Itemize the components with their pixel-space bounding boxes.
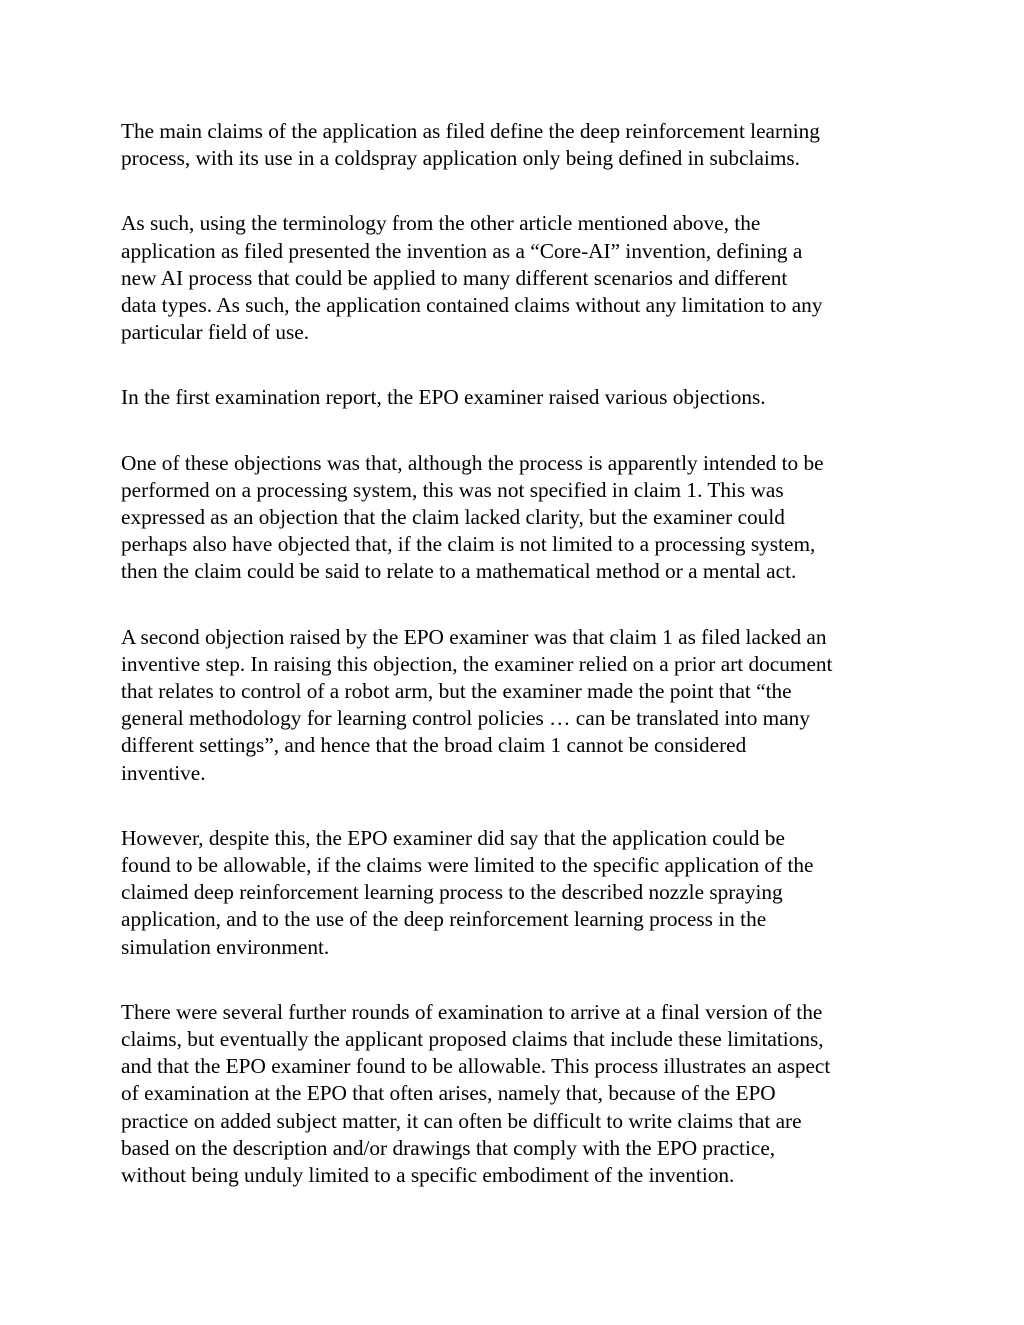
paragraph-1 [121,118,911,172]
document-body [121,118,911,1189]
text-line: and that the EPO examiner found to be allowable. This process illustrates an aspect [121,1054,831,1079]
paragraph-3 [121,384,911,411]
paragraph-4 [121,450,911,586]
paragraph-2 [121,210,911,346]
text-line: application as filed presented the invention as a “Core-AI” invention, defining a [121,238,803,263]
text-line: One of these objections was that, although the process is apparently intended to be [121,450,824,475]
text-line: new AI process that could be applied to many different scenarios and different [121,265,788,290]
text-line: data types. As such, the application contained claims without any limitation to any [121,293,823,318]
text-line: In the first examination report, the EPO examiner raised various objections. [121,385,766,410]
text-line: general methodology for learning control policies … can be translated into many [121,706,810,731]
text-line: of examination at the EPO that often arises, namely that, because of the EPO [121,1081,776,1106]
paragraph-7 [121,999,911,1189]
paragraph-5 [121,624,911,787]
text-line: different settings”, and hence that the broad claim 1 cannot be considered [121,733,747,758]
text-line: particular field of use. [121,320,310,345]
text-line: simulation environment. [121,934,330,959]
text-line: that relates to control of a robot arm, but the examiner made the point that “the [121,679,792,704]
text-line: practice on added subject matter, it can often be difficult to write claims that are [121,1108,802,1133]
text-line: inventive. [121,760,206,785]
text-line: There were several further rounds of examination to arrive at a final version of the [121,999,823,1024]
text-line: The main claims of the application as filed define the deep reinforcement learning [121,119,820,143]
text-line: A second objection raised by the EPO examiner was that claim 1 as filed lacked an [121,624,827,649]
text-line: expressed as an objection that the claim lacked clarity, but the examiner could [121,505,785,530]
paragraph-6 [121,825,911,961]
text-line: perhaps also have objected that, if the claim is not limited to a processing system, [121,532,816,557]
text-line: without being unduly limited to a specific embodiment of the invention. [121,1163,735,1188]
text-line: based on the description and/or drawings that comply with the EPO practice, [121,1135,776,1160]
text-line: then the claim could be said to relate to a mathematical method or a mental act. [121,559,797,584]
text-line: As such, using the terminology from the other article mentioned above, the [121,211,761,236]
text-line: claimed deep reinforcement learning process to the described nozzle spraying [121,880,783,905]
text-line: found to be allowable, if the claims were limited to the specific application of the [121,853,814,878]
text-line: performed on a processing system, this was not specified in claim 1. This was [121,477,784,502]
text-line: claims, but eventually the applicant proposed claims that include these limitations, [121,1027,824,1052]
text-line: application, and to the use of the deep reinforcement learning process in the [121,907,767,932]
text-line: inventive step. In raising this objection, the examiner relied on a prior art document [121,651,833,676]
text-line: However, despite this, the EPO examiner did say that the application could be [121,825,785,850]
text-line: process, with its use in a coldspray application only being defined in subclaims. [121,146,800,171]
